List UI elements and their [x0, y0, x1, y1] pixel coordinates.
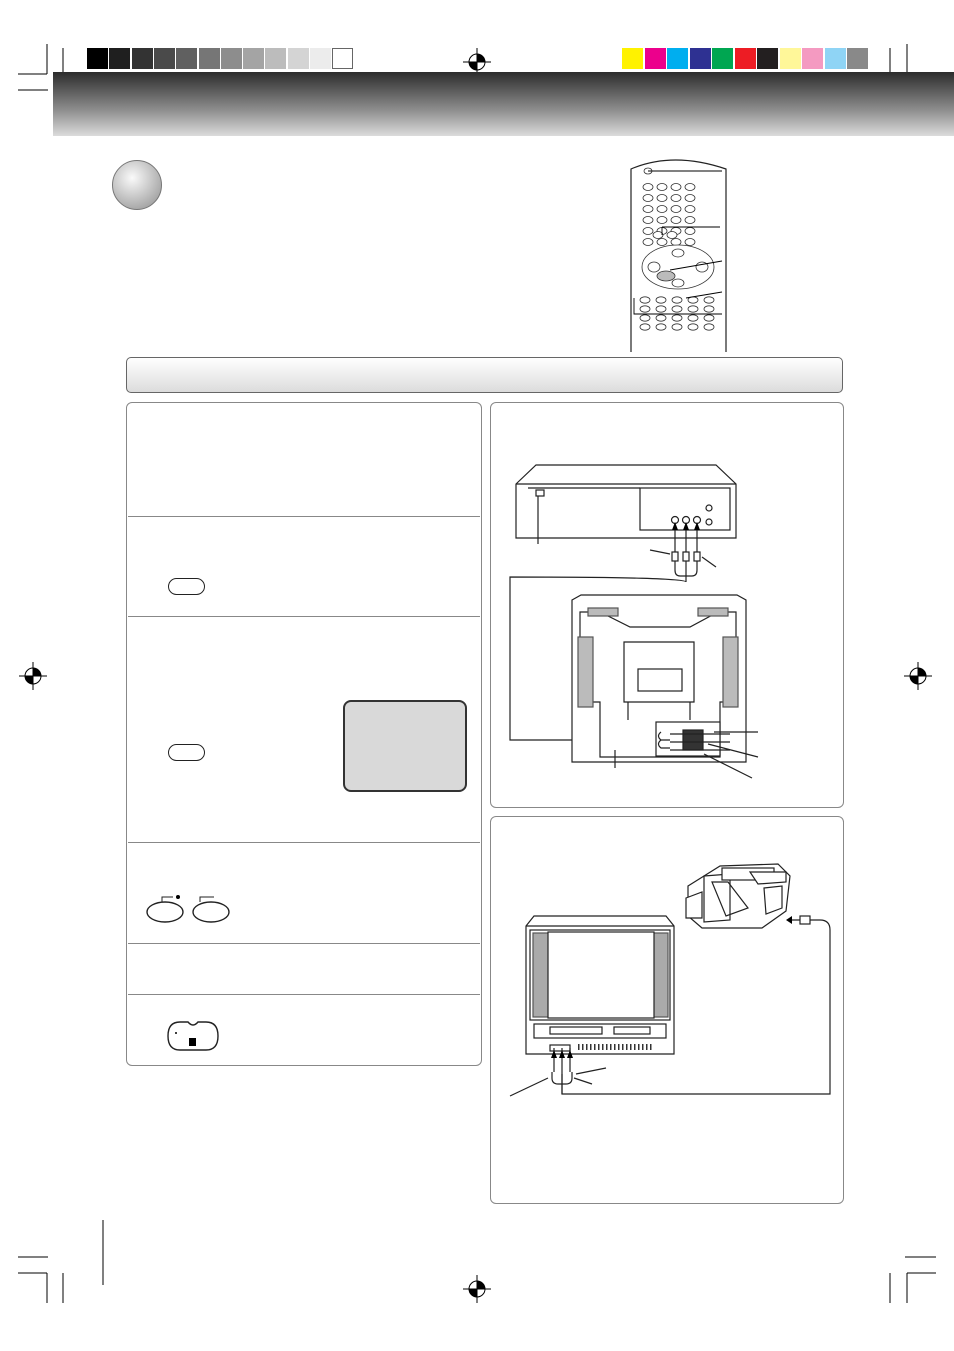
remote-key	[643, 239, 653, 246]
remote-key	[640, 306, 650, 312]
step-divider	[128, 943, 480, 944]
remote-key	[685, 217, 695, 224]
remote-key	[704, 306, 714, 312]
camcorder-to-tv-diagram	[490, 816, 844, 1204]
remote-key	[672, 306, 682, 312]
remote-key	[671, 184, 681, 191]
remote-key	[643, 217, 653, 224]
remote-key	[657, 184, 667, 191]
remote-key	[643, 206, 653, 213]
remote-key	[704, 324, 714, 330]
gray-swatch	[176, 48, 197, 69]
color-swatch	[667, 48, 688, 69]
remote-key	[657, 239, 667, 246]
remote-key	[653, 232, 663, 239]
remote-key	[688, 315, 698, 321]
remote-button-icon	[168, 744, 205, 761]
gray-circle-bullet-icon	[112, 160, 162, 210]
remote-key	[685, 239, 695, 246]
remote-key	[656, 324, 666, 330]
remote-key	[688, 306, 698, 312]
remote-key	[672, 249, 684, 257]
remote-key	[643, 184, 653, 191]
remote-key	[685, 195, 695, 202]
remote-key	[672, 315, 682, 321]
section-header-bar	[126, 357, 843, 393]
color-swatch	[825, 48, 846, 69]
remote-key	[671, 217, 681, 224]
remote-key	[656, 297, 666, 303]
remote-key	[657, 195, 667, 202]
vcr-to-tv-diagram	[490, 402, 844, 808]
gray-swatch	[199, 48, 220, 69]
remote-key	[656, 306, 666, 312]
remote-key	[685, 206, 695, 213]
color-swatch	[690, 48, 711, 69]
gray-swatch	[87, 48, 108, 69]
gray-swatch	[265, 48, 286, 69]
remote-key	[640, 315, 650, 321]
remote-key	[648, 262, 660, 272]
remote-key	[672, 279, 684, 287]
remote-button-icon	[168, 578, 205, 595]
step-divider	[128, 842, 480, 843]
record-play-buttons-icon	[140, 892, 240, 926]
remote-key	[671, 206, 681, 213]
remote-key	[685, 184, 695, 191]
color-swatch	[802, 48, 823, 69]
remote-key	[685, 228, 695, 235]
remote-key	[643, 195, 653, 202]
remote-key	[688, 324, 698, 330]
color-swatch	[757, 48, 778, 69]
gray-swatch	[132, 48, 153, 69]
color-swatch	[645, 48, 666, 69]
remote-key	[640, 297, 650, 303]
remote-key	[657, 217, 667, 224]
remote-key	[640, 324, 650, 330]
color-swatch	[735, 48, 756, 69]
gray-swatch	[154, 48, 175, 69]
step-divider	[128, 616, 480, 617]
gray-swatch	[243, 48, 264, 69]
remote-key	[657, 206, 667, 213]
stop-button-icon	[166, 1020, 220, 1052]
remote-key	[667, 232, 677, 239]
remote-key	[704, 315, 714, 321]
remote-control-icon	[628, 155, 738, 353]
gray-swatch	[221, 48, 242, 69]
header-band	[53, 72, 954, 136]
color-swatch	[712, 48, 733, 69]
gray-swatch	[332, 48, 353, 69]
gray-swatch	[288, 48, 309, 69]
remote-key	[671, 195, 681, 202]
color-swatch	[622, 48, 643, 69]
remote-key	[671, 239, 681, 246]
gray-swatch	[310, 48, 331, 69]
step-divider	[128, 516, 480, 517]
remote-key	[656, 315, 666, 321]
color-swatch	[780, 48, 801, 69]
remote-key	[704, 297, 714, 303]
remote-key	[643, 228, 653, 235]
step-divider	[128, 994, 480, 995]
remote-key	[672, 324, 682, 330]
gray-swatch	[109, 48, 130, 69]
remote-key	[672, 297, 682, 303]
color-swatch	[847, 48, 868, 69]
tv-screen-display	[343, 700, 467, 792]
